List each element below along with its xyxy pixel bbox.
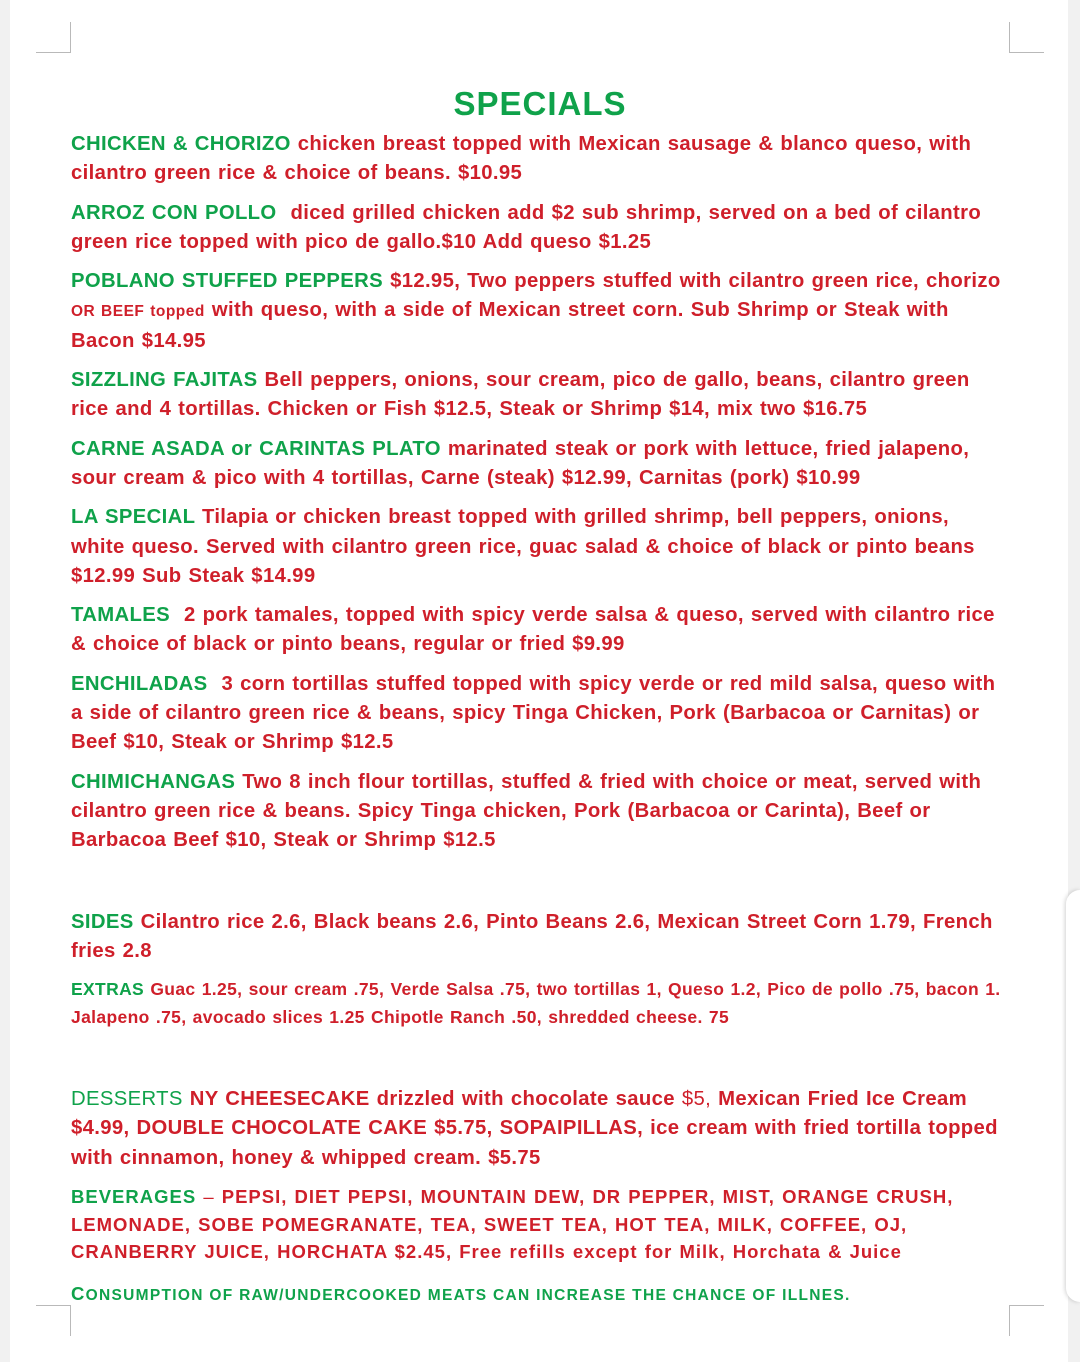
item-name: TAMALES bbox=[71, 604, 170, 627]
beverages-section bbox=[71, 1183, 1009, 1266]
extras-section bbox=[71, 976, 1009, 1031]
item-name: LA SPECIAL bbox=[71, 506, 195, 529]
menu-item-enchiladas bbox=[71, 670, 1009, 758]
section-name: BEVERAGES bbox=[71, 1186, 197, 1208]
crop-mark-top-left bbox=[36, 22, 71, 53]
item-name: ENCHILADAS bbox=[71, 672, 208, 695]
item-description-small: OR BEEF topped bbox=[71, 303, 205, 321]
item-description: with queso, with a side of Mexican street corn. Sub Shrimp or Steak with Bacon $14.95 bbox=[71, 299, 949, 352]
spacer bbox=[71, 866, 1009, 908]
raw-meat-notice bbox=[71, 1281, 1009, 1309]
notice-initial: C bbox=[71, 1283, 86, 1305]
menu-item-chimichangas bbox=[71, 768, 1009, 856]
viewer-left-edge bbox=[0, 0, 10, 1362]
item-description: 2 pork tamales, topped with spicy verde salsa & queso, served with cilantro rice & choice of black or pinto beans, regular or fried $9.99 bbox=[71, 604, 995, 656]
item-description: $12.95, Two peppers stuffed with cilantro green rice, chorizo bbox=[390, 270, 1001, 293]
section-name: DESSERTS bbox=[71, 1088, 183, 1111]
item-name: ARROZ CON POLLO bbox=[71, 201, 277, 224]
section-name: SIDES bbox=[71, 910, 134, 933]
section-description: Guac 1.25, sour cream .75, Verde Salsa .75, two tortillas 1, Queso 1.2, Pico de pollo .75, bacon 1. Jalapeno .75, avocado slices 1.25 Chipotle Ranch .50, shredded cheese. 75 bbox=[71, 979, 1001, 1027]
item-name: SIZZLING FAJITAS bbox=[71, 369, 258, 392]
section-description: Mexican Fried Ice Cream $4.99, DOUBLE CHOCOLATE CAKE $5.75, SOPAIPILLAS, ice cream with fried tortilla topped with cinnamon, honey & whipped cream. $5.75 bbox=[71, 1088, 998, 1169]
crop-mark-top-right bbox=[1009, 22, 1044, 53]
dash-separator: – bbox=[203, 1186, 215, 1208]
menu-item-sizzling-fajitas bbox=[71, 366, 1009, 425]
item-name: CHICKEN & CHORIZO bbox=[71, 133, 291, 155]
section-name: EXTRAS bbox=[71, 979, 145, 1000]
menu-item-arroz-con-pollo bbox=[71, 199, 1009, 258]
menu-item-la-special bbox=[71, 503, 1009, 591]
section-description: Cilantro rice 2.6, Black beans 2.6, Pinto Beans 2.6, Mexican Street Corn 1.79, French fries 2.8 bbox=[71, 910, 993, 962]
notice-text: ONSUMPTION OF RAW/UNDERCOOKED MEATS CAN INCREASE THE CHANCE OF ILLNES. bbox=[85, 1287, 851, 1305]
crop-mark-bottom-right bbox=[1009, 1305, 1044, 1336]
item-name: POBLANO STUFFED PEPPERS bbox=[71, 270, 384, 293]
section-description: NY CHEESECAKE drizzled with chocolate sauce bbox=[189, 1088, 675, 1111]
menu-item-poblano-stuffed-peppers bbox=[71, 267, 1009, 356]
scrollbar-thumb[interactable] bbox=[1066, 890, 1080, 1302]
item-description: marinated steak or pork with lettuce, fried jalapeno, sour cream & pico with 4 tortillas, Carne (steak) $12.99, Carnitas (pork) $10.99 bbox=[71, 437, 970, 489]
dessert-price: $5, bbox=[681, 1088, 712, 1111]
item-description: diced grilled chicken add $2 sub shrimp, served on a bed of cilantro green rice topped with pico de gallo.$10 Add queso $1.25 bbox=[71, 201, 982, 253]
menu-item-chicken-chorizo bbox=[71, 130, 1009, 189]
section-description: PEPSI, DIET PEPSI, MOUNTAIN DEW, DR PEPPER, MIST, ORANGE CRUSH, LEMONADE, SOBE POMEGRANATE, TEA, SWEET TEA, HOT TEA, MILK, COFFEE, OJ, CRANBERRY JUICE, HORCHATA $2.45, Free refills except for Milk, Horchata & Juice bbox=[71, 1186, 954, 1263]
menu-item-carne-asada bbox=[71, 435, 1009, 494]
desserts-section bbox=[71, 1085, 1009, 1173]
item-description: Tilapia or chicken breast topped with grilled shrimp, bell peppers, onions, white queso. Served with cilantro green rice, guac salad & choice of black or pinto beans $12.99 Sub Steak $14.99 bbox=[71, 506, 975, 587]
menu-page bbox=[71, 82, 1009, 1325]
sides-section bbox=[71, 908, 1009, 967]
item-name: CARNE ASADA or CARINTAS PLATO bbox=[71, 437, 441, 460]
item-description: 3 corn tortillas stuffed topped with spicy verde or red mild salsa, queso with a side of cilantro green rice & beans, spicy Tinga Chicken, Pork (Barbacoa or Carnitas) or Beef $10, Steak or Shrimp $12.5 bbox=[71, 672, 996, 754]
item-description: chicken breast topped with Mexican sausage & blanco queso, with cilantro green rice & choice of beans. $10.95 bbox=[71, 133, 972, 185]
item-name: CHIMICHANGAS bbox=[71, 770, 236, 793]
menu-item-tamales bbox=[71, 601, 1009, 660]
crop-mark-bottom-left bbox=[36, 1305, 71, 1336]
page-title: SPECIALS bbox=[453, 85, 627, 122]
item-description: Bell peppers, onions, sour cream, pico de gallo, beans, cilantro green rice and 4 tortillas. Chicken or Fish $12.5, Steak or Shrimp $14, mix two $16.75 bbox=[71, 369, 970, 421]
spacer bbox=[71, 1041, 1009, 1085]
item-description: Two 8 inch flour tortillas, stuffed & fried with choice or meat, served with cilantro green rice & beans. Spicy Tinga chicken, Pork (Barbacoa or Carinta), Beef or Barbacoa Beef $10, Steak or Shrimp $12.5 bbox=[71, 770, 982, 852]
